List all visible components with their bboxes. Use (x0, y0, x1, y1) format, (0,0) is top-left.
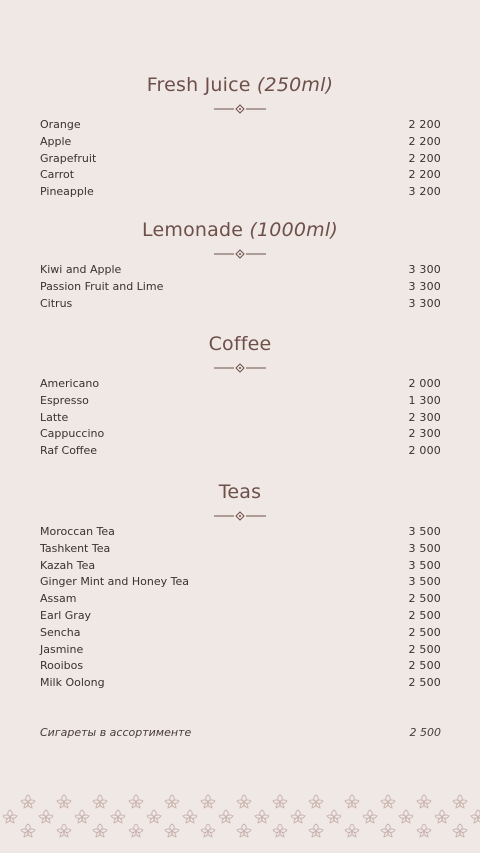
menu-item (40, 279, 441, 296)
diamond-divider-icon (214, 104, 266, 114)
menu-item (40, 262, 441, 279)
menu-item (40, 558, 441, 575)
menu-item (40, 574, 441, 591)
section-title (0, 480, 480, 504)
item-price: 3 300 (408, 279, 441, 293)
item-price: 3 500 (408, 575, 441, 589)
menu-item (40, 117, 441, 134)
menu-item (40, 376, 441, 393)
item-list-teas (40, 524, 441, 692)
item-price: 2 200 (408, 151, 441, 165)
item-list-fresh-juice (40, 117, 441, 201)
floral-pattern-icon (0, 792, 480, 840)
menu-item (40, 658, 441, 675)
item-name: Americano (40, 377, 100, 390)
section-lemonade (0, 218, 480, 259)
item-name: Tashkent Tea (40, 541, 111, 555)
section-title-text: Fresh Juice (146, 74, 251, 96)
item-name: Cappuccino (40, 427, 105, 441)
item-name: Orange (40, 118, 81, 131)
section-teas (0, 480, 480, 521)
section-title (0, 332, 480, 356)
item-price: 1 300 (408, 393, 441, 407)
section-subtitle: (1000ml) (249, 219, 338, 241)
menu-item (40, 410, 441, 427)
section-title-text: Teas (218, 481, 262, 503)
menu-item (40, 426, 441, 443)
item-name: Espresso (40, 393, 89, 407)
item-name: Jasmine (40, 642, 84, 656)
section-subtitle: (250ml) (256, 74, 334, 96)
item-price: 2 500 (408, 608, 441, 622)
section-title (0, 218, 480, 242)
menu-item (40, 151, 441, 168)
item-name: Kiwi and Apple (40, 263, 122, 276)
note-label: Сигареты в ассортименте (40, 726, 192, 739)
item-name: Ginger Mint and Honey Tea (40, 575, 189, 589)
item-price: 2 500 (408, 676, 441, 690)
item-name: Kazah Tea (40, 558, 96, 572)
item-price: 2 200 (408, 168, 441, 182)
item-price: 2 300 (408, 410, 441, 424)
diamond-divider-icon (214, 363, 266, 373)
item-price: 3 200 (408, 185, 441, 199)
item-name: Grapefruit (40, 151, 97, 165)
section-title-text: Coffee (208, 333, 272, 355)
item-price: 3 500 (408, 541, 441, 555)
item-name: Latte (40, 410, 69, 424)
menu-item (40, 443, 441, 460)
item-price: 3 500 (408, 525, 441, 538)
menu-item (40, 184, 441, 201)
menu-item (40, 134, 441, 151)
item-name: Carrot (40, 168, 75, 182)
item-list-coffee (40, 376, 441, 460)
diamond-divider-icon (214, 249, 266, 259)
menu-item (40, 675, 441, 692)
section-title-text: Lemonade (142, 219, 244, 241)
item-price: 2 500 (408, 625, 441, 639)
item-price: 2 500 (408, 659, 441, 673)
menu-item (40, 296, 441, 313)
menu-item (40, 608, 441, 625)
item-name: Rooibos (40, 659, 84, 673)
item-price: 2 300 (408, 427, 441, 441)
item-price: 3 500 (408, 558, 441, 572)
section-coffee (0, 332, 480, 373)
item-list-lemonade (40, 262, 441, 312)
item-price: 3 300 (408, 296, 441, 310)
item-price: 2 500 (408, 642, 441, 656)
section-fresh-juice (0, 73, 480, 114)
item-price: 2 000 (408, 444, 441, 458)
item-price: 2 500 (408, 592, 441, 606)
item-name: Passion Fruit and Lime (40, 279, 164, 293)
section-title (0, 73, 480, 97)
item-price: 2 200 (408, 118, 441, 131)
item-price: 2 000 (408, 377, 441, 390)
item-price: 2 200 (408, 134, 441, 148)
menu-item (40, 167, 441, 184)
note-price: 2 500 (409, 726, 441, 739)
menu-item (40, 591, 441, 608)
menu-item (40, 524, 441, 541)
item-name: Apple (40, 134, 72, 148)
menu-item (40, 541, 441, 558)
menu-item (40, 625, 441, 642)
item-price: 3 300 (408, 263, 441, 276)
item-name: Earl Gray (40, 608, 92, 622)
item-name: Citrus (40, 296, 73, 310)
cigarettes-note (40, 726, 441, 739)
item-name: Raf Coffee (40, 444, 98, 458)
menu-item (40, 393, 441, 410)
item-name: Assam (40, 592, 77, 606)
diamond-divider-icon (214, 511, 266, 521)
item-name: Moroccan Tea (40, 525, 115, 538)
item-name: Milk Oolong (40, 676, 105, 690)
item-name: Pineapple (40, 185, 94, 199)
item-name: Sencha (40, 625, 81, 639)
menu-item (40, 642, 441, 659)
